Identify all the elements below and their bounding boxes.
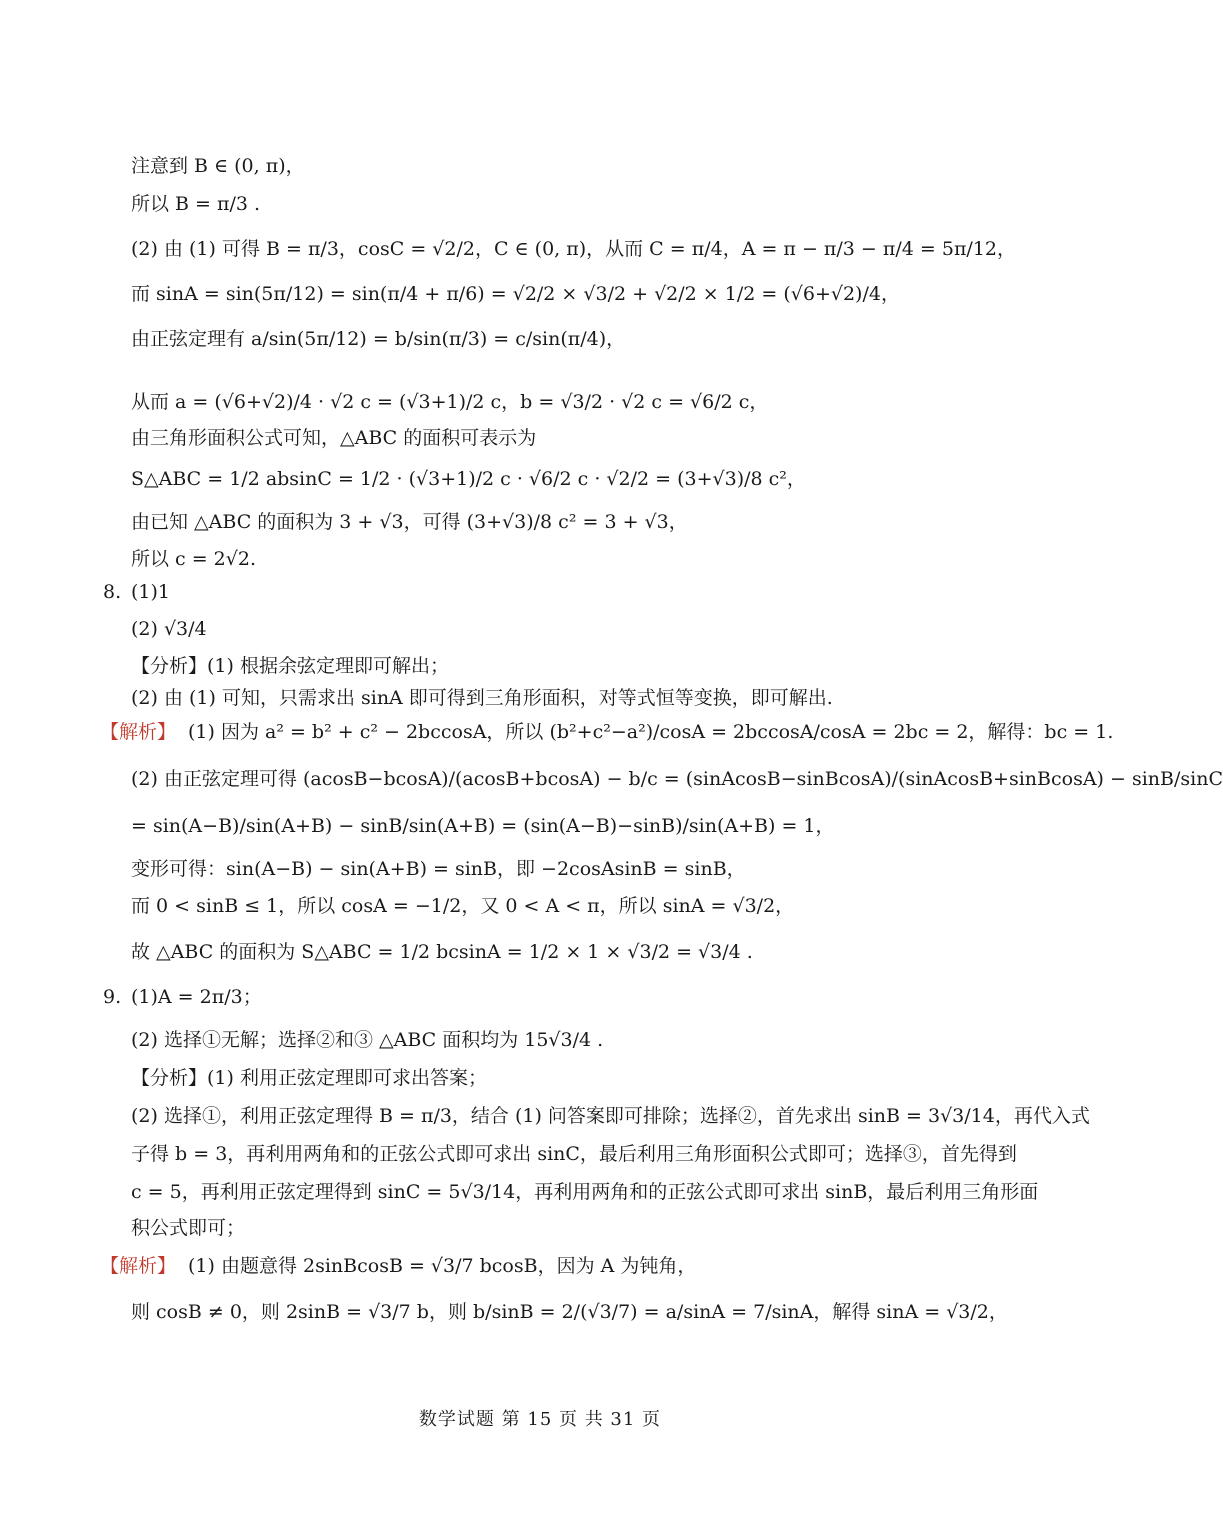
text-line: 而 0 < sinB ≤ 1，所以 cosA = −1/2，又 0 < A < π，所以 sinA = √3/2，: [131, 895, 795, 917]
text-line: (2) 选择①，利用正弦定理得 B = π/3，结合 (1) 问答案即可排除；选择②，首先求出 sinB = 3√3/14，再代入式: [131, 1105, 1090, 1127]
solution-tag: 【解析】: [100, 721, 177, 743]
text-line: 注意到 B ∈ (0, π)，: [131, 155, 305, 177]
page-footer: 数学试题 第 15 页 共 31 页: [418, 1409, 662, 1430]
text-line: S△ABC = 1/2 absinC = 1/2 · (√3+1)/2 c · √6/2 c · √2/2 = (3+√3)/8 c²，: [131, 468, 806, 490]
text-line: (1) 因为 a² = b² + c² − 2bccosA，所以 (b²+c²−a²)/cosA = 2bccosA/cosA = 2bc = 2，解得：bc = 1.: [188, 721, 1114, 743]
analysis-line: 【分析】(1) 根据余弦定理即可解出；: [131, 655, 449, 677]
text-line: 变形可得：sin(A−B) − sin(A+B) = sinB，即 −2cosAsinB = sinB，: [131, 858, 746, 880]
question-number: 8.: [103, 581, 122, 603]
text-line: 所以 c = 2√2.: [131, 548, 257, 570]
text-line: (1) 由题意得 2sinBcosB = √3/7 bcosB，因为 A 为钝角，: [188, 1255, 697, 1277]
text-line: (2) 由 (1) 可知，只需求出 sinA 即可得到三角形面积，对等式恒等变换，即可解出.: [131, 687, 833, 709]
text-line: (2) √3/4: [131, 618, 207, 640]
solution-tag: 【解析】: [100, 1255, 177, 1277]
text-line: 积公式即可；: [131, 1217, 246, 1239]
question-number: 9.: [103, 986, 122, 1008]
text-line: 所以 B = π/3 .: [131, 193, 261, 215]
text-line: = sin(A−B)/sin(A+B) − sinB/sin(A+B) = (sin(A−B)−sinB)/sin(A+B) = 1，: [131, 815, 835, 837]
text-line: 故 △ABC 的面积为 S△ABC = 1/2 bcsinA = 1/2 × 1 × √3/2 = √3/4 .: [131, 941, 753, 963]
text-line: 子得 b = 3，再利用两角和的正弦公式即可求出 sinC，最后利用三角形面积公式即可；选择③，首先得到: [131, 1143, 1017, 1165]
text-line: 而 sinA = sin(5π/12) = sin(π/4 + π/6) = √2/2 × √3/2 + √2/2 × 1/2 = (√6+√2)/4，: [131, 283, 900, 305]
text-line: (2) 由 (1) 可得 B = π/3，cosC = √2/2，C ∈ (0, π)，从而 C = π/4，A = π − π/3 − π/4 = 5π/12，: [131, 238, 1017, 260]
text-line: 则 cosB ≠ 0，则 2sinB = √3/7 b，则 b/sinB = 2/(√3/7) = a/sinA = 7/sinA，解得 sinA = √3/2，: [131, 1301, 1008, 1323]
text-line: 从而 a = (√6+√2)/4 · √2 c = (√3+1)/2 c，b = √3/2 · √2 c = √6/2 c，: [131, 391, 769, 413]
text-line: c = 5，再利用正弦定理得到 sinC = 5√3/14，再利用两角和的正弦公式即可求出 sinB，最后利用三角形面: [131, 1181, 1039, 1203]
analysis-line: 【分析】(1) 利用正弦定理即可求出答案；: [131, 1067, 487, 1089]
text-line: 由三角形面积公式可知，△ABC 的面积可表示为: [131, 427, 537, 449]
text-line: (1)1: [131, 581, 171, 603]
text-line: (2) 选择①无解；选择②和③ △ABC 面积均为 15√3/4 .: [131, 1029, 604, 1051]
text-line: (1)A = 2π/3；: [131, 986, 262, 1008]
text-line: (2) 由正弦定理可得 (acosB−bcosA)/(acosB+bcosA) − b/c = (sinAcosB−sinBcosA)/(sinAcosB+sinBcosA) − sinB/sinC: [131, 768, 1223, 790]
text-line: 由已知 △ABC 的面积为 3 + √3，可得 (3+√3)/8 c² = 3 + √3，: [131, 511, 688, 533]
text-line: 由正弦定理有 a/sin(5π/12) = b/sin(π/3) = c/sin(π/4)，: [131, 328, 626, 350]
